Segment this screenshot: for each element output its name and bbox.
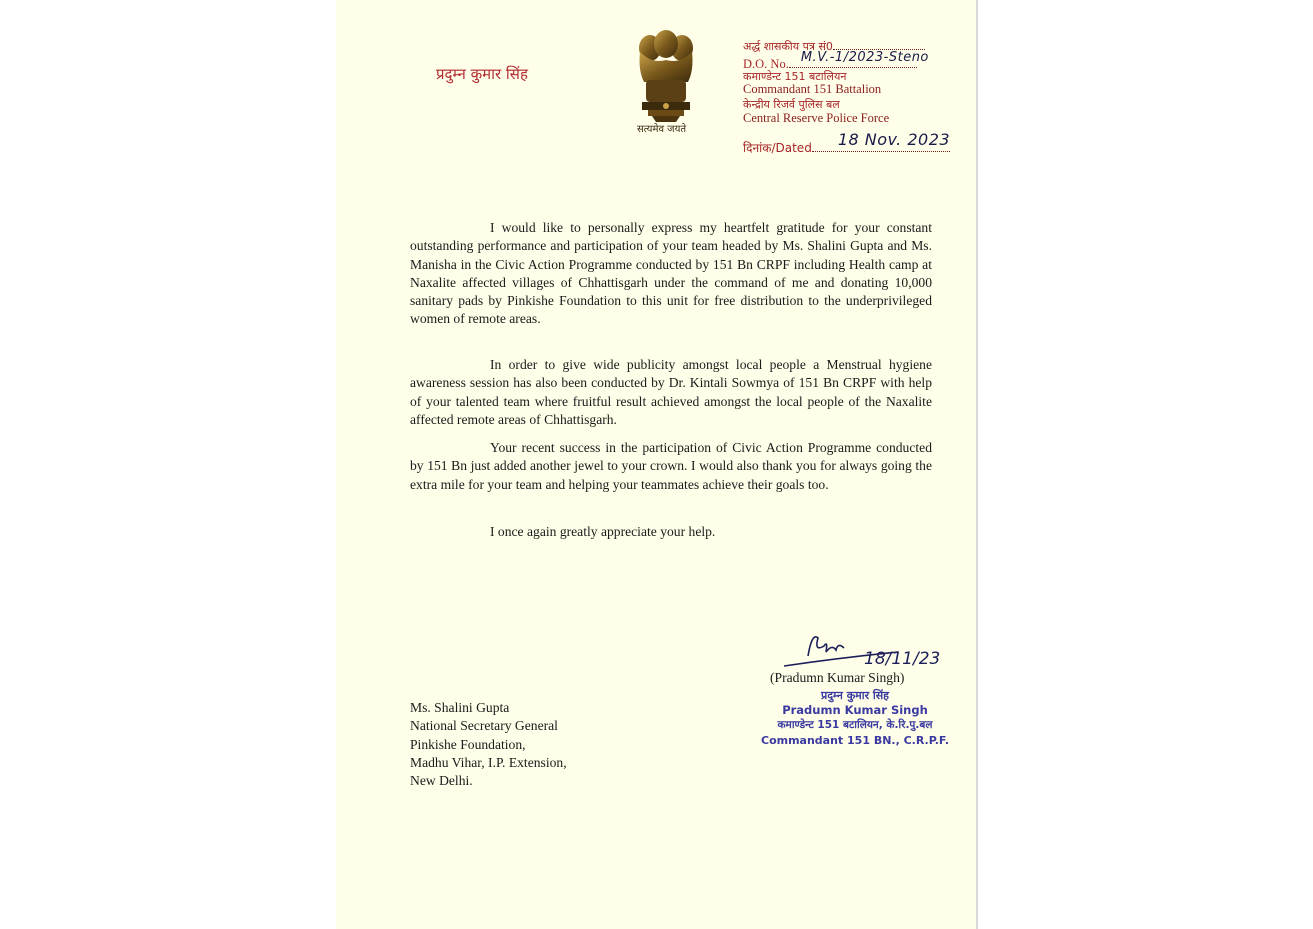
handwritten-date: 18/11/23 [864,649,941,669]
officer-name-hindi: प्रदुम्न कुमार सिंह [436,65,528,83]
do-value: M.V.-1/2023-Steno [800,50,929,65]
recipient-line: Pinkishe Foundation, [410,736,526,752]
recipient-line: Ms. Shalini Gupta [410,700,510,715]
stamp-name-hindi: प्रदुम्न कुमार सिंह [820,689,890,702]
recipient-line: New Delhi. [410,773,473,789]
designation: Commandant 151 Battalion [743,82,882,96]
stamp-designation-hindi: कमाण्डेन्ट 151 बटालियन, के.रि.पु.बल [777,719,933,731]
stamp-name: Pradumn Kumar Singh [782,703,928,717]
force: Central Reserve Police Force [743,111,890,125]
date-value-field [812,130,951,152]
recipient-line: National Secretary General [410,718,558,734]
body-paragraph-2: In order to give wide publicity amongst local people a Menstrual hygiene awareness session has also been conducted by Dr. Kintali Sowmya of 151 Bn CRPF with help of your talented team where fruitful result achieved amongst the local people of the Naxalite affected remote areas of Chhattisgarh. [410,357,932,427]
do-value-field [789,50,929,68]
body-paragraph-4: I once again greatly appreciate your help. [490,524,716,539]
official-stamp [760,688,950,748]
body-paragraph-1: I would like to personally express my heartfelt gratitude for your constant outstanding performance and participation of your team headed by Ms. Shalini Gupta and Ms. Manisha in the Civic Action Programme conducted by 151 Bn CRPF including Health camp at Naxalite affected villages of Chhattisgarh under the command of me and donating 10,000 sanitary pads by Pinkishe Foundation to this unit for free distribution to the underprivileged women of remote areas. [410,220,932,327]
body-paragraph-3: Your recent success in the participation of Civic Action Programme conducted by 151 Bn just added another jewel to your crown. I would also thank you for always going the extra mile for your team and helping your teammates achieve their goals too. [410,440,932,492]
stamp-designation: Commandant 151 BN., C.R.P.F. [761,734,949,747]
force-hindi: केन्द्रीय रिजर्व पुलिस बल [743,98,840,111]
do-label: D.O. No. [743,57,789,71]
date-label: दिनांक/Dated [743,141,812,155]
date-value: 18 Nov. 2023 [837,130,951,149]
emblem-motto: सत्यमेव जयते [637,124,687,135]
designation-hindi: कमाण्डेन्ट 151 बटालियन [743,70,847,83]
signatory-printed-name: (Pradumn Kumar Singh) [770,670,905,685]
date-row [743,130,951,156]
recipient-address [410,699,567,790]
page-edge [976,0,978,929]
do-label-hindi: अर्द्ध शासकीय पत्र सं0 [743,40,833,53]
recipient-line: Madhu Vihar, I.P. Extension, [410,754,567,770]
